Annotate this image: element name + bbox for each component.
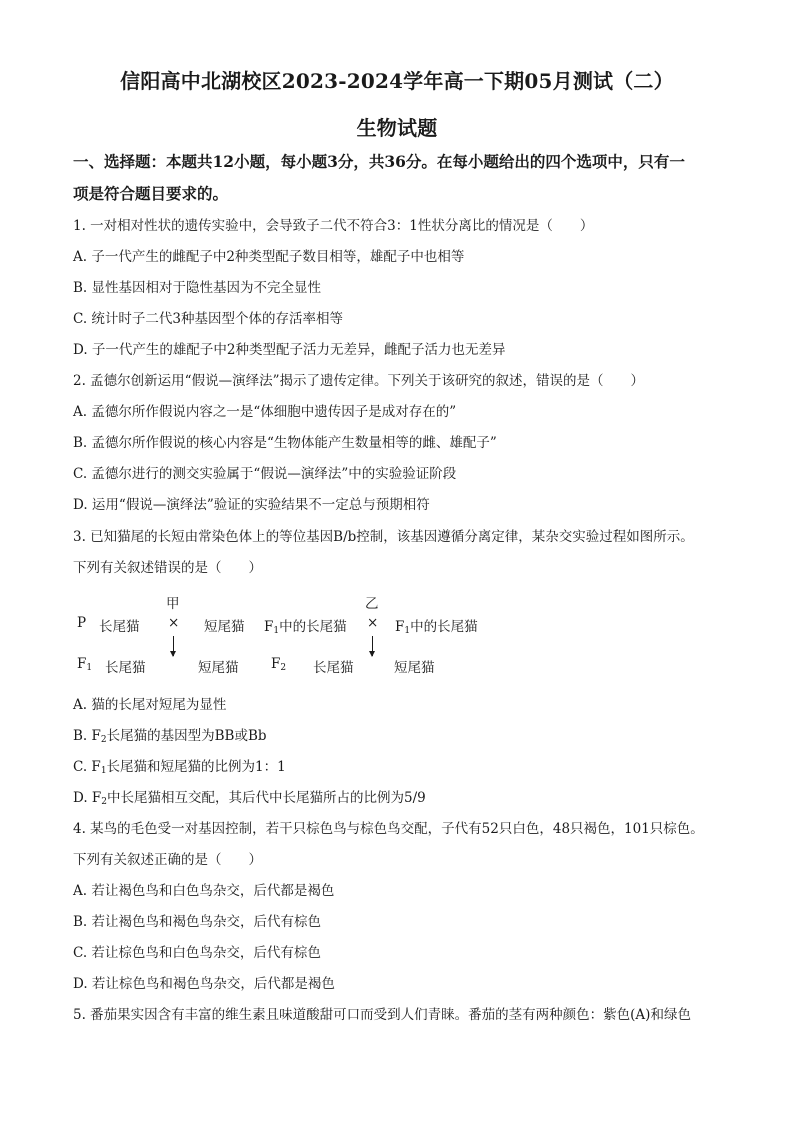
p-generation-label: P xyxy=(77,615,87,631)
q1-option-c: C. 统计时子二代3种基因型个体的存活率相等 xyxy=(73,311,344,327)
f2-long-cat: 长尾猫 xyxy=(313,660,354,676)
f2-generation-label: $F_2$ xyxy=(271,656,287,673)
p-short-cat: 短尾猫 xyxy=(204,619,245,635)
q3-option-d: D. $F_2$中长尾猫相互交配，其后代中长尾猫所占的比例为5/9 xyxy=(73,790,426,807)
exam-title: 信阳高中北湖校区2023-2024学年高一下期05月测试（二） xyxy=(120,69,674,93)
q1-option-b: B. 显性基因相对于隐性基因为不完全显性 xyxy=(73,280,322,296)
exam-subtitle: 生物试题 xyxy=(356,116,438,140)
q4-option-c: C. 若让棕色鸟和白色鸟杂交，后代有棕色 xyxy=(73,945,321,961)
p-long-cat: 长尾猫 xyxy=(99,619,140,635)
q1-stem: 1. 一对相对性状的遗传实验中，会导致子二代不符合3：1性状分离比的情况是（ ） xyxy=(73,218,594,234)
q2-option-a: A. 孟德尔所作假说内容之一是“体细胞中遗传因子是成对存在的” xyxy=(73,404,457,420)
cross-diagram xyxy=(73,590,723,680)
f2-short-cat: 短尾猫 xyxy=(394,660,435,676)
f1-short-cat: 短尾猫 xyxy=(198,660,239,676)
q4-option-a: A. 若让褐色鸟和白色鸟杂交，后代都是褐色 xyxy=(73,883,335,899)
q1-option-d: D. 子一代产生的雄配子中2种类型配子活力无差异，雌配子活力也无差异 xyxy=(73,342,506,358)
q3-stem-line1: 3. 已知猫尾的长短由常染色体上的等位基因B/b控制，该基因遵循分离定律，某杂交实验过程如图所示。 xyxy=(73,529,694,545)
q2-option-b: B. 孟德尔所作假说的核心内容是“生物体能产生数量相等的雌、雄配子” xyxy=(73,435,497,451)
parent-label-jia: 甲 xyxy=(166,596,180,612)
q4-stem-line1: 4. 某鸟的毛色受一对基因控制，若干只棕色鸟与棕色鸟交配，子代有52只白色，48只褐色，101只棕色。 xyxy=(73,821,704,837)
q4-option-b: B. 若让褐色鸟和褐色鸟杂交，后代有棕色 xyxy=(73,914,322,930)
parent-label-yi: 乙 xyxy=(365,596,379,612)
q4-stem-line2: 下列有关叙述正确的是（ ） xyxy=(73,852,262,868)
q2-option-d: D. 运用“假说—演绎法”验证的实验结果不一定总与预期相符 xyxy=(73,497,430,513)
q5-stem-line1: 5. 番茄果实因含有丰富的维生素且味道酸甜可口而受到人们青睐。番茄的茎有两种颜色：紫色(A)和绿色 xyxy=(73,1007,691,1023)
q2-stem: 2. 孟德尔创新运用“假说—演绎法”揭示了遗传定律。下列关于该研究的叙述，错误的是（ ） xyxy=(73,373,644,389)
q3-option-c: C. $F_1$长尾猫和短尾猫的比例为1：1 xyxy=(73,759,286,776)
section-heading-line2: 项是符合题目要求的。 xyxy=(73,184,229,203)
f1-long-cat: 长尾猫 xyxy=(105,660,146,676)
down-arrow-2 xyxy=(372,636,373,656)
q4-option-d: D. 若让棕色鸟和褐色鸟杂交，后代都是褐色 xyxy=(73,976,335,992)
q3-option-b: B. $F_2$长尾猫的基因型为BB或Bb xyxy=(73,728,267,745)
q2-option-c: C. 孟德尔进行的测交实验属于“假说—演绎法”中的实验验证阶段 xyxy=(73,466,457,482)
cross-symbol-2: × xyxy=(367,615,379,631)
f1-long-cat-parent-2: $F_1$中的长尾猫 xyxy=(395,619,478,636)
section-heading-line1: 一、选择题：本题共12小题，每小题3分，共36分。在每小题给出的四个选项中，只有一 xyxy=(73,152,685,171)
down-arrow-1 xyxy=(173,636,174,656)
cross-symbol-1: × xyxy=(168,615,180,631)
q3-stem-line2: 下列有关叙述错误的是（ ） xyxy=(73,560,262,576)
q3-option-a: A. 猫的长尾对短尾为显性 xyxy=(73,697,227,713)
q1-option-a: A. 子一代产生的雌配子中2种类型配子数目相等，雄配子中也相等 xyxy=(73,249,465,265)
f1-long-cat-parent: $F_1$中的长尾猫 xyxy=(264,619,347,636)
f1-generation-label: $F_1$ xyxy=(77,656,93,673)
